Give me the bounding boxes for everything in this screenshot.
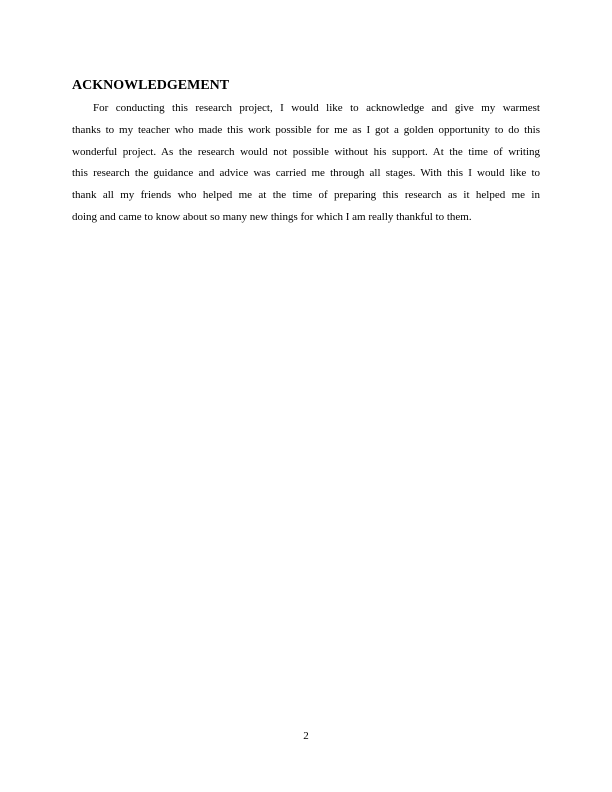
paragraph-line: this research the guidance and advice was carried me through all stages. With this I would like to	[72, 167, 540, 180]
acknowledgement-paragraph	[72, 98, 540, 229]
paragraph-line: doing and came to know about so many new things for which I am really thankful to them.	[72, 210, 472, 223]
page-number: 2	[303, 730, 309, 742]
paragraph-line: wonderful project. As the research would not possible without his support. At the time of writing	[72, 145, 540, 158]
paragraph-line: For conducting this research project, I would like to acknowledge and give my warmest	[93, 102, 540, 114]
section-heading: ACKNOWLEDGEMENT	[72, 78, 230, 93]
paragraph-line: thanks to my teacher who made this work possible for me as I got a golden opportunity to do this	[72, 123, 540, 136]
paragraph-line: thank all my friends who helped me at the time of preparing this research as it helped me in	[72, 189, 540, 202]
